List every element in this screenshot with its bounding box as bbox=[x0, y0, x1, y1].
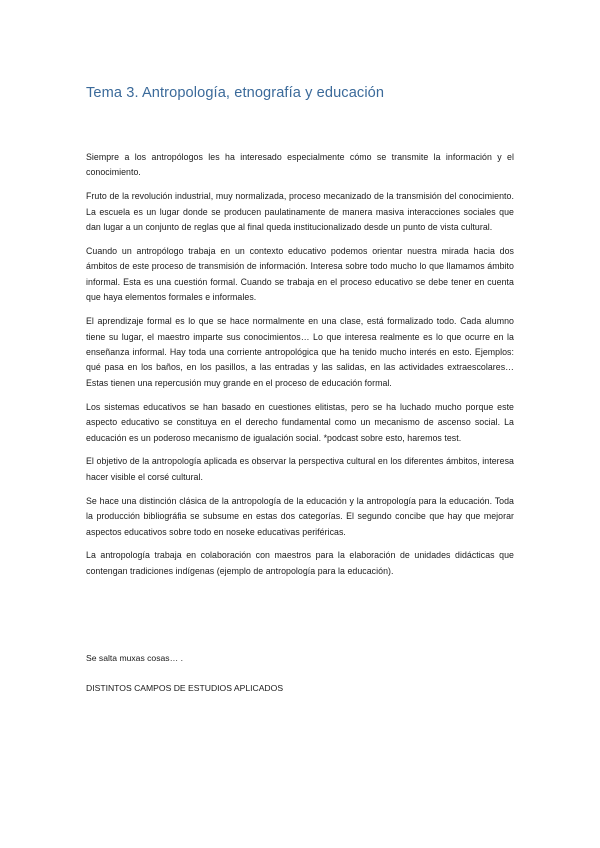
paragraph-1: Siempre a los antropólogos les ha interesado especialmente cómo se transmite la información y el conocimiento. bbox=[86, 152, 514, 178]
paragraph-8: La antropología trabaja en colaboración con maestros para la elaboración de unidades didácticas que contengan tradiciones indígenas (ejemplo de antropología para la educación). bbox=[86, 550, 514, 576]
footer-note: Se salta muxas cosas… . bbox=[86, 653, 183, 663]
paragraph-3: Cuando un antropólogo trabaja en un contexto educativo podemos orientar nuestra mirada hacia dos ámbitos de este proceso de transmisión de información. Interesa sobre todo mucho lo que llamamos ámbito informal. Esta es una cuestión formal. Cuando se trabaja en el proceso educativo se debe tener en cuenta que haya elementos formales e informales. bbox=[86, 246, 514, 303]
paragraph-5: Los sistemas educativos se han basado en cuestiones elitistas, pero se ha luchado mucho porque este aspecto educativo se constituya en el derecho fundamental como un mecanismo de ascenso social. La educación es un poderoso mecanismo de igualación social. *podcast sobre esto, haremos test. bbox=[86, 401, 514, 443]
paragraph-7: Se hace una distinción clásica de la antropología de la educación y la antropología para la educación. Toda la producción bibliográfia se subsume en estas dos categorías. El segundo concibe que hay que mejorar aspectos educativos sobre todo en noseke educativas periféricas. bbox=[86, 495, 514, 537]
paragraph-4: El aprendizaje formal es lo que se hace normalmente en una clase, está formalizado todo. Cada alumno tiene su lugar, el maestro imparte sus conocimientos… Lo que interesa realmente es lo que ocurre en la enseñanza informal. Hay toda una corriente antropológica que ha tenido mucho interés en esto. Ejemplos: qué pasa en los baños, en los pasillos, a las entradas y las salidas, en las actividades extraescolares… Estas tienen una repercusión muy grande en el proceso de educación formal. bbox=[86, 316, 514, 388]
document-body bbox=[86, 150, 514, 588]
document-title: Tema 3. Antropología, etnografía y educación bbox=[86, 85, 385, 101]
paragraph-2: Fruto de la revolución industrial, muy normalizada, proceso mecanizado de la transmisión del conocimiento. La escuela es un lugar donde se producen paulatinamente de manera masiva interacciones sociales que dan lugar a un conjunto de reglas que al final queda institucionalizado desde un punto de vista cultural. bbox=[86, 191, 514, 233]
paragraph-6: El objetivo de la antropología aplicada es observar la perspectiva cultural en los diferentes ámbitos, interesa hacer visible el corsé cultural. bbox=[86, 456, 514, 482]
section-heading: DISTINTOS CAMPOS DE ESTUDIOS APLICADOS bbox=[86, 683, 284, 693]
document-footer bbox=[86, 651, 514, 711]
